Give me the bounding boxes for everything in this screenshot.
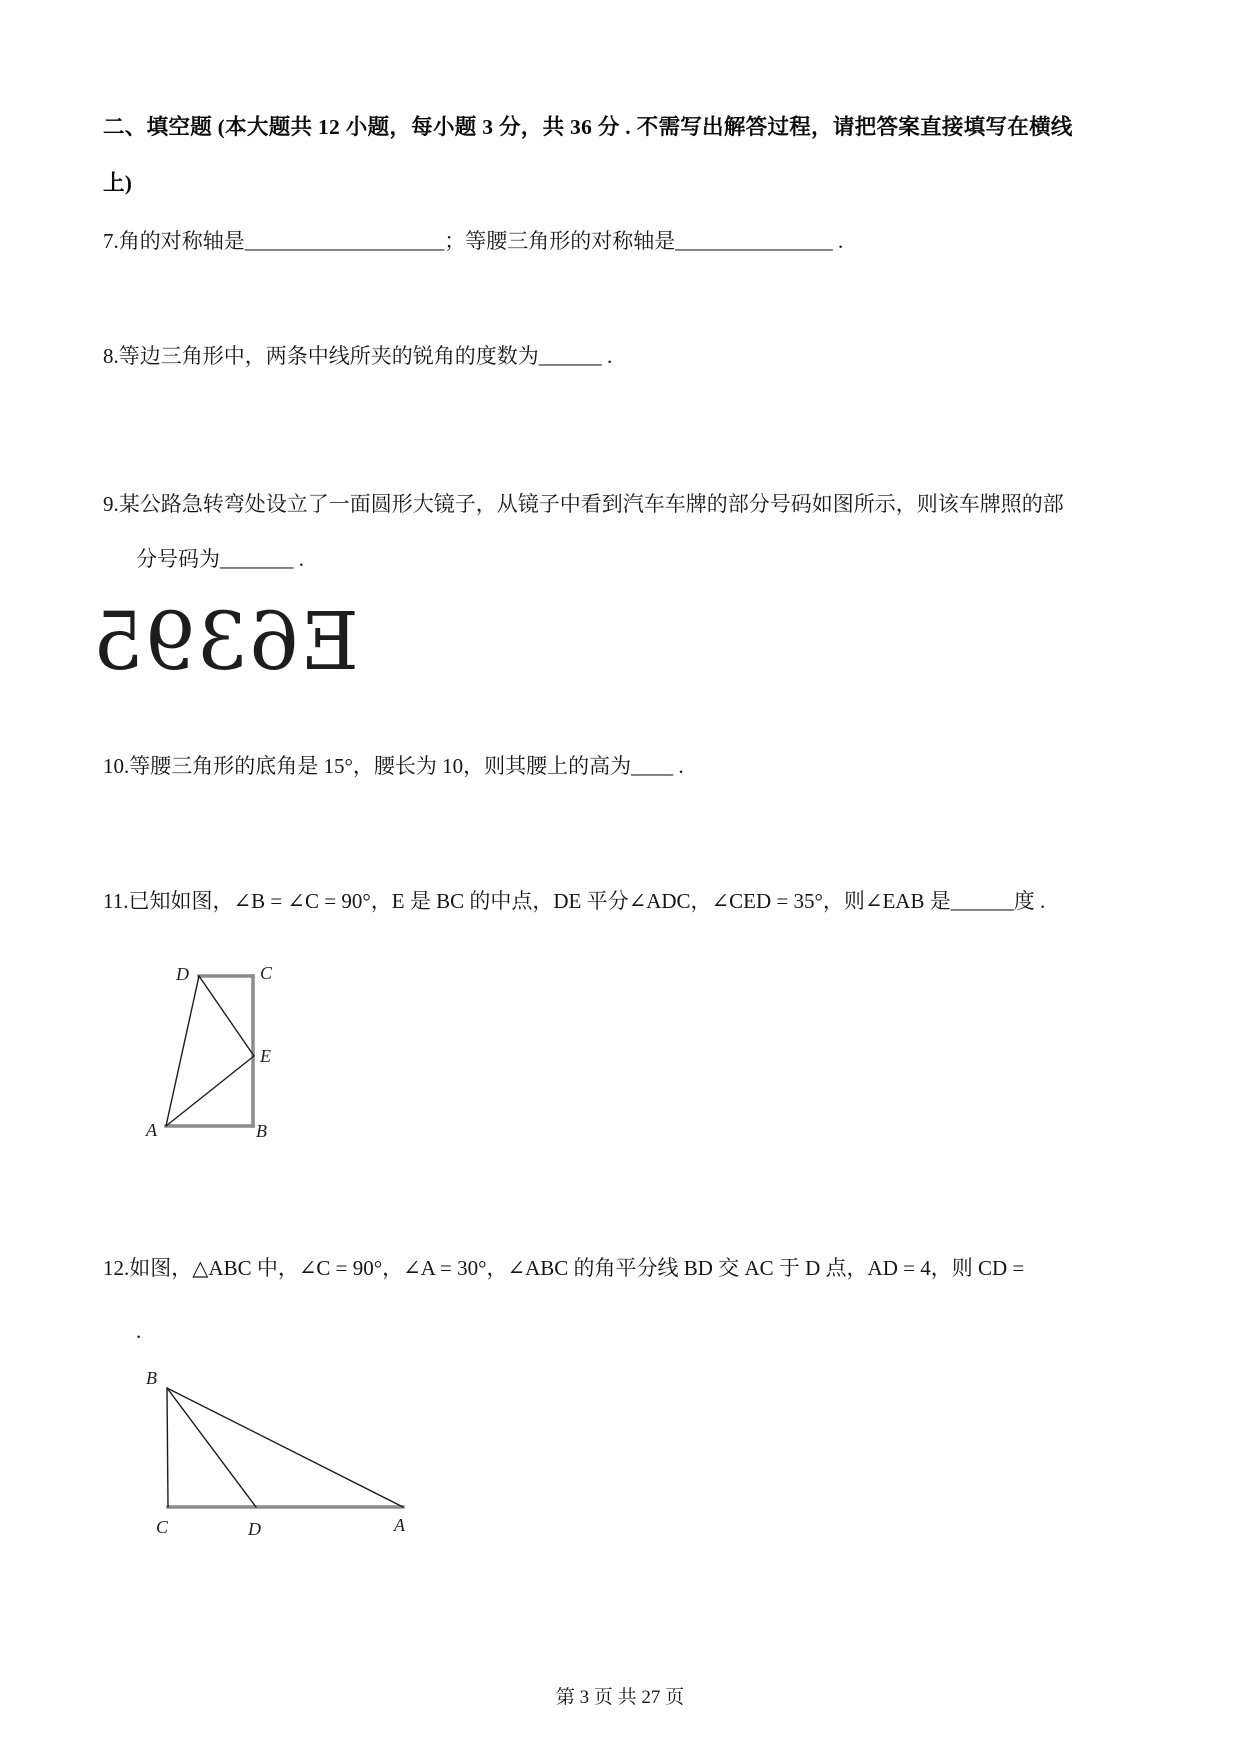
q11-figure <box>140 950 325 1155</box>
q11-vertex-label-c: C <box>260 963 273 983</box>
question-9-text-line2: 分号码为_______ . <box>136 547 304 571</box>
question-12-text-line1: 12.如图，△ABC 中，∠C = 90°，∠A = 30°，∠ABC 的角平分线 BD 交 AC 于 D 点，AD = 4，则 CD = <box>103 1256 1025 1280</box>
q12-vertex-label-a: A <box>394 1515 405 1535</box>
q12-figure <box>118 1352 458 1547</box>
question-8-text: 8.等边三角形中，两条中线所夹的锐角的度数为______ . <box>103 344 613 368</box>
section-heading-line2: 上) <box>103 171 133 195</box>
q12-vertex-label-b: B <box>146 1368 157 1388</box>
q12-edge-bc <box>167 1388 168 1507</box>
q11-vertex-label-e: E <box>260 1046 271 1066</box>
question-10-text: 10.等腰三角形的底角是 15°，腰长为 10，则其腰上的高为____ . <box>103 754 684 778</box>
q12-vertex-label-d: D <box>248 1519 261 1539</box>
question-11-text: 11.已知如图，∠B = ∠C = 90°，E 是 BC 的中点，DE 平分∠ADC，∠CED = 35°，则∠EAB 是______度 . <box>103 889 1046 913</box>
mirrored-license-plate-image: E6395 <box>92 595 359 688</box>
q11-vertex-label-d: D <box>176 964 189 984</box>
q11-edge-de <box>199 976 254 1056</box>
section-heading-line1: 二、填空题 (本大题共 12 小题，每小题 3 分，共 36 分 . 不需写出解答过程，请把答案直接填写在横线 <box>103 115 1073 139</box>
question-12-text-line2: . <box>136 1319 142 1343</box>
q11-vertex-label-a: A <box>146 1120 157 1140</box>
question-7-text: 7.角的对称轴是___________________；等腰三角形的对称轴是_______________ . <box>103 229 844 253</box>
question-9-text-line1: 9.某公路急转弯处设立了一面圆形大镜子，从镜子中看到汽车车牌的部分号码如图所示，则该车牌照的部 <box>103 492 1064 516</box>
q12-vertex-label-c: C <box>156 1517 169 1537</box>
q11-vertex-label-b: B <box>256 1121 267 1141</box>
q12-edge-bd <box>167 1388 256 1507</box>
q12-edge-ba <box>167 1388 403 1507</box>
page-number-footer: 第 3 页 共 27 页 <box>555 1687 685 1708</box>
